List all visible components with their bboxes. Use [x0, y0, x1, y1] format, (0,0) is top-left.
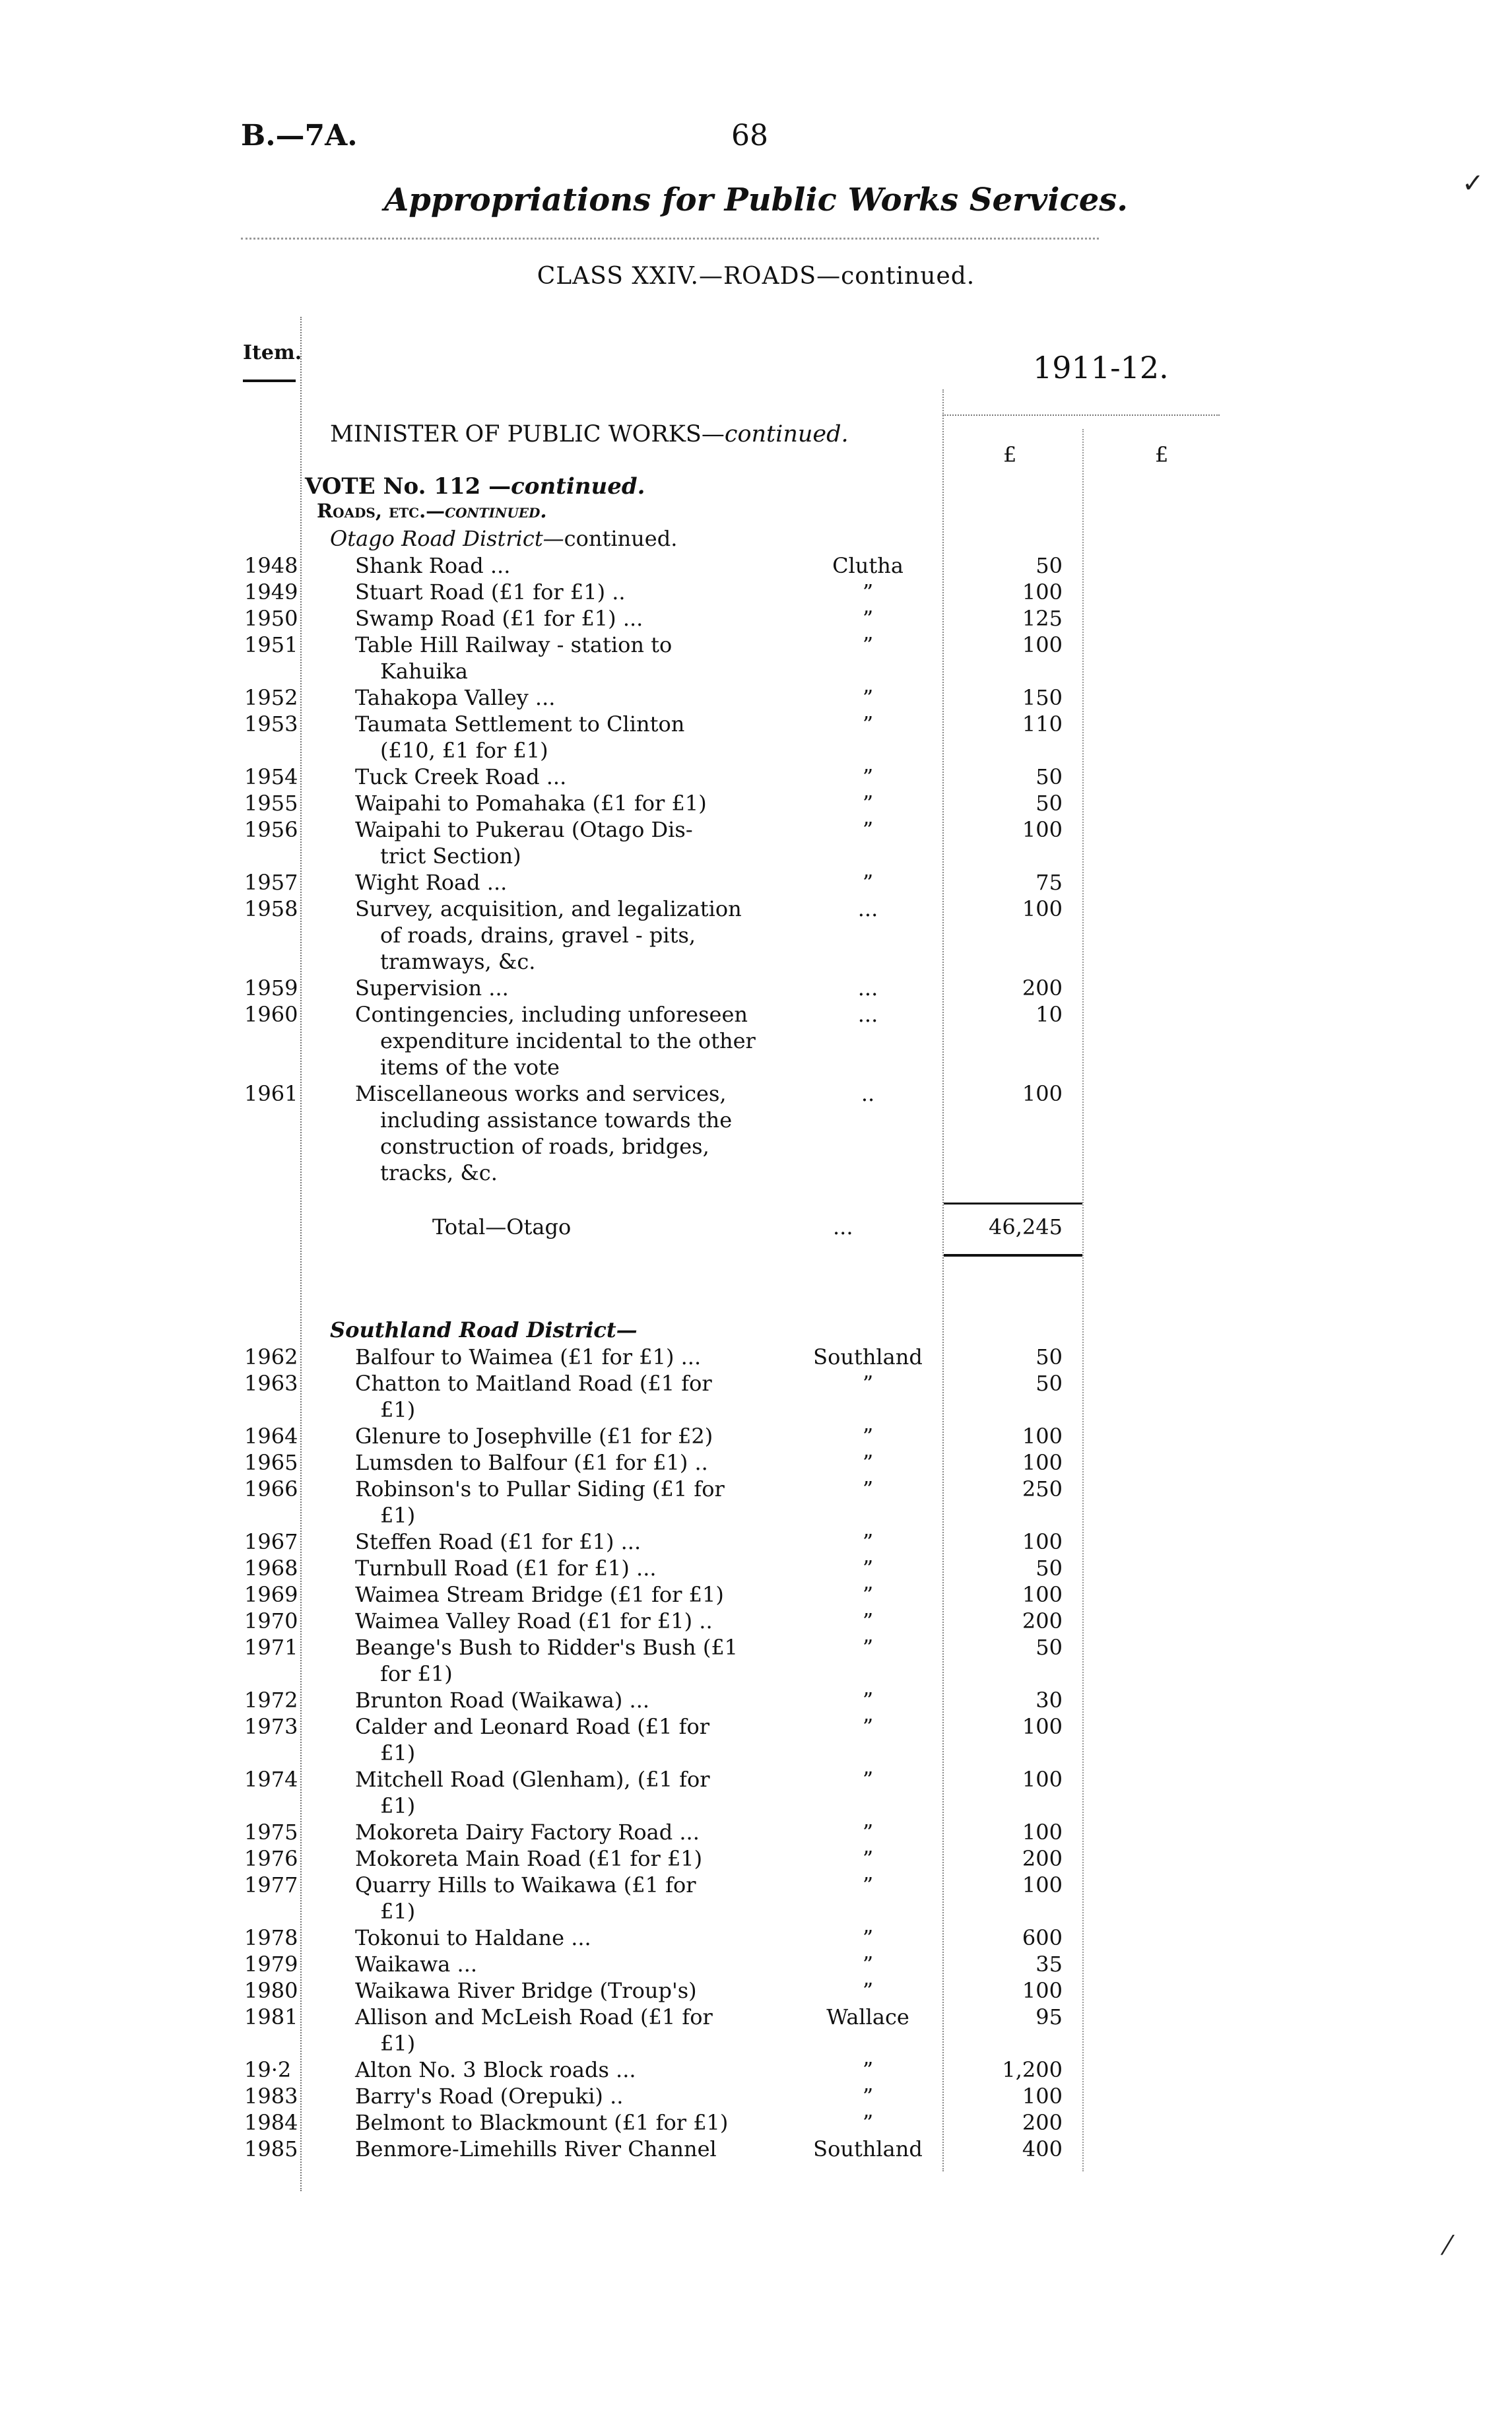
- item-description: Waikawa ...: [355, 1952, 478, 1977]
- item-description: Taumata Settlement to Clinton (£10, £1 for £1): [355, 711, 758, 764]
- item-district: ..: [861, 1081, 875, 1106]
- item-amount: 100: [1022, 1978, 1063, 2003]
- item-amount: 50: [1035, 764, 1063, 789]
- item-description: Miscellaneous works and services, including assistance towards the construction of roads, bridges, tracks, &c.: [355, 1080, 758, 1186]
- item-description: Shank Road ...: [355, 553, 511, 578]
- item-number: 1961: [244, 1081, 298, 1106]
- item-number: 1949: [244, 579, 298, 605]
- roads-text: Roads, etc.—: [317, 500, 445, 522]
- item-number: 1958: [244, 896, 298, 921]
- item-number: 1953: [244, 711, 298, 737]
- item-district: ”: [862, 1608, 874, 1634]
- item-amount: 125: [1022, 606, 1063, 631]
- item-amount: 600: [1022, 1925, 1063, 1950]
- item-amount: 30: [1035, 1688, 1063, 1713]
- year-header-rule: [942, 414, 1220, 416]
- item-district: ”: [862, 1371, 874, 1396]
- item-number: 1963: [244, 1371, 298, 1396]
- item-number: 1968: [244, 1556, 298, 1581]
- item-description: Turnbull Road (£1 for £1) ...: [355, 1556, 657, 1581]
- item-number: 1979: [244, 1952, 298, 1977]
- item-district: ”: [862, 1820, 874, 1845]
- item-description: Table Hill Railway - station to Kahuika: [355, 632, 758, 684]
- item-amount: 100: [1022, 632, 1063, 657]
- item-number: 1959: [244, 975, 298, 1001]
- currency-symbol-first: £: [1003, 442, 1017, 467]
- item-amount: 50: [1035, 1635, 1063, 1660]
- item-description: Allison and McLeish Road (£1 for £1): [355, 2004, 758, 2057]
- item-number: 1984: [244, 2110, 298, 2135]
- item-district: ”: [862, 711, 874, 737]
- item-number: 1981: [244, 2004, 298, 2030]
- item-description: Waimea Stream Bridge (£1 for £1): [355, 1582, 724, 1607]
- minister-text: MINISTER OF PUBLIC WORKS—: [330, 421, 725, 447]
- item-description: Alton No. 3 Block roads ...: [355, 2057, 636, 2082]
- item-district: ”: [862, 791, 874, 816]
- item-number: 1952: [244, 685, 298, 710]
- item-district: ”: [862, 606, 874, 631]
- total-otago-leader: ...: [833, 1214, 853, 1239]
- item-amount: 250: [1022, 1476, 1063, 1502]
- item-district: ”: [862, 1582, 874, 1607]
- class-heading: CLASS XXIV.—ROADS—continued.: [537, 263, 975, 290]
- item-description: Tahakopa Valley ...: [355, 685, 556, 710]
- item-description: Tuck Creek Road ...: [355, 764, 567, 789]
- total-rule-bottom: [944, 1254, 1082, 1257]
- item-description-continuation: including assistance towards the construction of roads, bridges, tracks, &c.: [380, 1107, 733, 1185]
- margin-tick-mark: ✓: [1462, 168, 1484, 199]
- item-description: Benmore-Limehills River Channel: [355, 2136, 717, 2162]
- item-number: 1969: [244, 1582, 298, 1607]
- item-description: Quarry Hills to Waikawa (£1 for £1): [355, 1872, 758, 1925]
- document-reference: B.—7A.: [241, 119, 358, 152]
- item-description: Calder and Leonard Road (£1 for £1): [355, 1713, 758, 1766]
- item-district: ”: [862, 1424, 874, 1449]
- item-amount: 100: [1022, 2084, 1063, 2109]
- item-district: Wallace: [826, 2004, 909, 2030]
- otago-district-heading: [330, 526, 677, 551]
- item-number: 1971: [244, 1635, 298, 1660]
- item-district: ”: [862, 632, 874, 657]
- item-description-continuation: £1): [380, 1740, 416, 1766]
- item-district: ”: [862, 1846, 874, 1871]
- item-amount: 100: [1022, 1872, 1063, 1898]
- item-amount: 100: [1022, 1450, 1063, 1475]
- item-description-continuation: £1): [380, 1899, 416, 1924]
- item-district: ”: [862, 817, 874, 842]
- item-description: Mokoreta Dairy Factory Road ...: [355, 1820, 700, 1845]
- item-description: Brunton Road (Waikawa) ...: [355, 1688, 650, 1713]
- item-description: Supervision ...: [355, 975, 509, 1001]
- item-amount: 200: [1022, 1608, 1063, 1634]
- item-amount: 200: [1022, 1846, 1063, 1871]
- item-district: ”: [862, 1529, 874, 1554]
- item-district: ”: [862, 1767, 874, 1792]
- item-number: 1967: [244, 1529, 298, 1554]
- item-description-continuation: of roads, drains, gravel - pits, tramways, &c.: [380, 923, 696, 974]
- item-number: 1956: [244, 817, 298, 842]
- vote-heading: [305, 473, 645, 500]
- item-description-continuation: £1): [380, 1793, 416, 1818]
- item-number: 1980: [244, 1978, 298, 2003]
- item-amount: 50: [1035, 1344, 1063, 1370]
- item-description: Contingencies, including unforeseen expenditure incidental to the other items of the vote: [355, 1001, 758, 1080]
- page-title: Appropriations for Public Works Services.: [384, 182, 1128, 218]
- vote-text: VOTE No. 112 —: [305, 473, 511, 500]
- item-number: 1975: [244, 1820, 298, 1845]
- item-number: 1972: [244, 1688, 298, 1713]
- item-amount: 100: [1022, 579, 1063, 605]
- item-amount: 35: [1035, 1952, 1063, 1977]
- item-number: 1950: [244, 606, 298, 631]
- item-amount: 10: [1035, 1002, 1063, 1027]
- item-amount: 50: [1035, 791, 1063, 816]
- item-amount: 100: [1022, 1767, 1063, 1792]
- currency-symbol-second: £: [1155, 442, 1169, 467]
- minister-continued: continued.: [724, 421, 849, 447]
- item-column-header: Item.: [243, 341, 302, 364]
- item-district: ”: [862, 1450, 874, 1475]
- item-description: Balfour to Waimea (£1 for £1) ...: [355, 1344, 702, 1370]
- item-district: ”: [862, 1556, 874, 1581]
- item-number: 1962: [244, 1344, 298, 1370]
- item-description-continuation: £1): [380, 1503, 416, 1528]
- year-column-header: 1911-12.: [1033, 350, 1169, 385]
- item-number: 1954: [244, 764, 298, 789]
- page-number: 68: [731, 119, 768, 152]
- item-description: Robinson's to Pullar Siding (£1 for £1): [355, 1476, 758, 1529]
- item-description: Survey, acquisition, and legalization of roads, drains, gravel - pits, tramways, &c.: [355, 896, 758, 975]
- item-description-continuation: £1): [380, 1397, 416, 1422]
- item-description: Waipahi to Pomahaka (£1 for £1): [355, 791, 707, 816]
- total-otago-label: Total—Otago: [432, 1214, 572, 1239]
- item-district: ”: [862, 1714, 874, 1739]
- item-number: 1964: [244, 1424, 298, 1449]
- item-number: 1957: [244, 870, 298, 895]
- item-amount: 100: [1022, 1529, 1063, 1554]
- item-number: 1974: [244, 1767, 298, 1792]
- item-description: Lumsden to Balfour (£1 for £1) ..: [355, 1450, 708, 1475]
- item-amount: 100: [1022, 1714, 1063, 1739]
- item-district: ”: [862, 1688, 874, 1713]
- item-description: Chatton to Maitland Road (£1 for £1): [355, 1370, 758, 1423]
- item-amount: 100: [1022, 1582, 1063, 1607]
- item-number: 1966: [244, 1476, 298, 1502]
- item-amount: 100: [1022, 1424, 1063, 1449]
- column-rule-right: [1082, 429, 1084, 2171]
- minister-heading: [330, 421, 849, 447]
- item-description-continuation: Kahuika: [380, 659, 468, 684]
- item-district: Southland: [813, 1344, 923, 1370]
- item-description: Waimea Valley Road (£1 for £1) ..: [355, 1608, 713, 1634]
- total-rule-top: [944, 1203, 1082, 1204]
- item-description: Stuart Road (£1 for £1) ..: [355, 579, 626, 605]
- item-amount: 100: [1022, 896, 1063, 921]
- item-description: Waikawa River Bridge (Troup's): [355, 1978, 697, 2003]
- item-amount: 400: [1022, 2136, 1063, 2162]
- item-amount: 50: [1035, 1556, 1063, 1581]
- item-header-rule: [243, 380, 296, 382]
- item-amount: 100: [1022, 1820, 1063, 1845]
- item-district: ”: [862, 1635, 874, 1660]
- item-number: 19·2: [244, 2057, 292, 2082]
- item-amount: 1,200: [1002, 2057, 1063, 2082]
- item-district: ”: [862, 870, 874, 895]
- margin-pen-mark: ⁄: [1445, 2231, 1450, 2261]
- item-number: 1960: [244, 1002, 298, 1027]
- item-description-continuation: expenditure incidental to the other items of the vote: [380, 1028, 756, 1080]
- item-description: Steffen Road (£1 for £1) ...: [355, 1529, 641, 1554]
- otago-heading-continued: continued.: [564, 526, 678, 551]
- item-amount: 200: [1022, 2110, 1063, 2135]
- item-district: ”: [862, 579, 874, 605]
- item-number: 1948: [244, 553, 298, 578]
- item-number: 1985: [244, 2136, 298, 2162]
- item-description: Beange's Bush to Ridder's Bush (£1 for £1): [355, 1634, 758, 1687]
- item-number: 1977: [244, 1872, 298, 1898]
- item-description: Mitchell Road (Glenham), (£1 for £1): [355, 1766, 758, 1819]
- item-description: Swamp Road (£1 for £1) ...: [355, 606, 643, 631]
- roads-heading: [317, 500, 546, 522]
- item-amount: 50: [1035, 1371, 1063, 1396]
- item-district: ”: [862, 1925, 874, 1950]
- item-district: ”: [862, 685, 874, 710]
- item-district: ”: [862, 1872, 874, 1898]
- item-description: Tokonui to Haldane ...: [355, 1925, 591, 1950]
- item-number: 1983: [244, 2084, 298, 2109]
- total-otago-amount: 46,245: [989, 1214, 1063, 1239]
- roads-continued: continued.: [445, 500, 547, 522]
- item-description-continuation: for £1): [380, 1661, 453, 1686]
- item-description: Barry's Road (Orepuki) ..: [355, 2084, 624, 2109]
- item-district: Southland: [813, 2136, 923, 2162]
- item-district: ”: [862, 1952, 874, 1977]
- item-district: ...: [857, 1002, 878, 1027]
- item-description-continuation: (£10, £1 for £1): [380, 738, 548, 763]
- item-number: 1973: [244, 1714, 298, 1739]
- item-amount: 100: [1022, 1081, 1063, 1106]
- item-description: Mokoreta Main Road (£1 for £1): [355, 1846, 703, 1871]
- otago-heading-text: Otago Road District—: [330, 526, 564, 551]
- item-district: ”: [862, 764, 874, 789]
- item-district: ”: [862, 1978, 874, 2003]
- item-district: ...: [857, 975, 878, 1001]
- item-amount: 50: [1035, 553, 1063, 578]
- item-amount: 200: [1022, 975, 1063, 1001]
- item-number: 1965: [244, 1450, 298, 1475]
- item-amount: 75: [1035, 870, 1063, 895]
- item-number: 1970: [244, 1608, 298, 1634]
- dotted-divider: [241, 238, 1099, 240]
- item-description: Waipahi to Pukerau (Otago Dis- trict Section): [355, 816, 758, 869]
- item-district: ”: [862, 2057, 874, 2082]
- column-rule-left: [300, 317, 302, 2191]
- item-description-continuation: trict Section): [380, 843, 521, 869]
- item-number: 1955: [244, 791, 298, 816]
- item-number: 1976: [244, 1846, 298, 1871]
- item-district: Clutha: [832, 553, 904, 578]
- item-amount: 150: [1022, 685, 1063, 710]
- item-description-continuation: £1): [380, 2031, 416, 2056]
- item-amount: 110: [1022, 711, 1063, 737]
- item-number: 1951: [244, 632, 298, 657]
- item-description: Glenure to Josephville (£1 for £2): [355, 1424, 713, 1449]
- item-number: 1978: [244, 1925, 298, 1950]
- item-description: Belmont to Blackmount (£1 for £1): [355, 2110, 729, 2135]
- item-district: ”: [862, 2084, 874, 2109]
- southland-district-heading: Southland Road District—: [330, 1317, 638, 1342]
- item-amount: 95: [1035, 2004, 1063, 2030]
- item-district: ...: [857, 896, 878, 921]
- vote-continued: continued.: [511, 473, 645, 500]
- item-district: ”: [862, 1476, 874, 1502]
- item-description: Wight Road ...: [355, 870, 508, 895]
- item-district: ”: [862, 2110, 874, 2135]
- item-amount: 100: [1022, 817, 1063, 842]
